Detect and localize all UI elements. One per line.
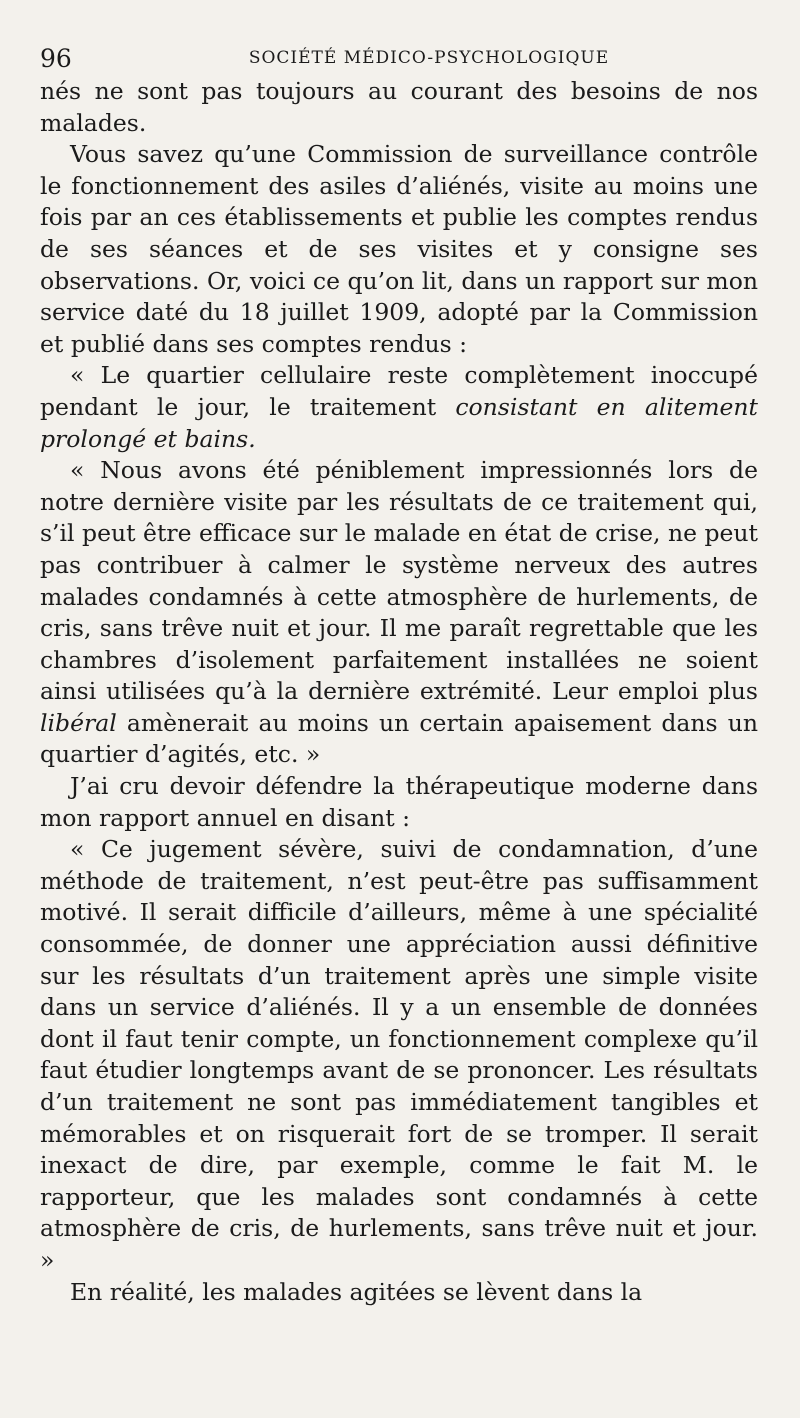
quote-text: « Le quartier cellulaire reste complètement inoccupé pendant le jour, le traitement xyxy=(40,361,758,421)
quote-text: « Nous avons été péniblement impressionnés lors de notre dernière visite par les résultats de ce traitement qui, s’il peut être efficace sur le malade en état de crise, ne peut pas contribuer à calmer le système nerveux des autres malades condamnés à cette atmosphère de hurlements, de cris, sans trêve nuit et jour. Il me paraît regrettable que les chambres d’isolement parfaitement installées ne soient ainsi utilisées qu’à la dernière extrémité. Leur emploi plus xyxy=(40,456,758,706)
quote-italic-text: libéral xyxy=(40,708,117,737)
paragraph-3-quote xyxy=(40,360,758,455)
quote-text-end: amènerait au moins un certain apaisement dans un quartier d’agités, etc. » xyxy=(40,708,758,769)
body-text xyxy=(40,76,758,1308)
paragraph-4-quote xyxy=(40,455,758,771)
quote-italic-text: consistant en alitement prolongé et bains. xyxy=(40,392,758,453)
page-number: 96 xyxy=(40,44,72,73)
paragraph-1: nés ne sont pas toujours au courant des besoins de nos malades. xyxy=(40,77,758,137)
page-header xyxy=(40,36,758,76)
running-head: SOCIÉTÉ MÉDICO-PSYCHOLOGIQUE xyxy=(248,48,610,68)
paragraph-5: J’ai cru devoir défendre la thérapeutique moderne dans mon rapport annuel en disant : xyxy=(40,772,758,832)
paragraph-7: En réalité, les malades agitées se lèvent dans la xyxy=(70,1277,643,1306)
paragraph-2: Vous savez qu’une Commission de surveillance contrôle le fonctionnement des asiles d’aliénés, visite au moins une fois par an ces établissements et publie les comptes rendus de ses séances et de ses visites et y consigne ses observations. Or, voici ce qu’on lit, dans un rapport sur mon service daté du 18 juillet 1909, adopté par la Commission et publié dans ses comptes rendus : xyxy=(40,140,758,358)
paragraph-6-quote: « Ce jugement sévère, suivi de condamnation, d’une méthode de traitement, n’est peut-être pas suffisamment motivé. Il serait difficile d’ailleurs, même à une spécialité consommée, de donner une appréciation aussi définitive sur les résultats d’un traitement après une simple visite dans un service d’aliénés. Il y a un ensemble de données dont il faut tenir compte, un fonctionnement complexe qu’il faut étudier longtemps avant de se prononcer. Les résultats d’un traitement ne sont pas immédiatement tangibles et mémorables et on risquerait fort de se tromper. Il serait inexact de dire, par exemple, comme le fait M. le rapporteur, que les malades sont condamnés à cette atmosphère de cris, de hurlements, sans trêve nuit et jour. » xyxy=(40,835,758,1274)
